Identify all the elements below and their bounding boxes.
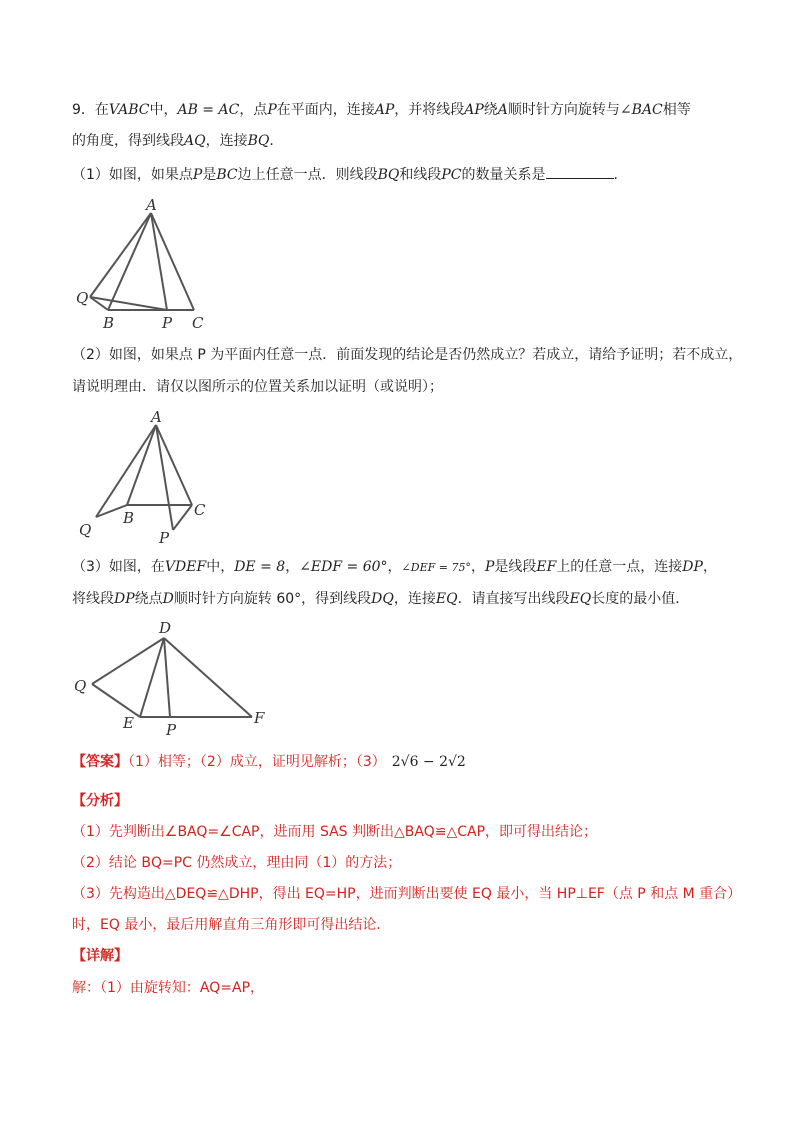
fig3-label-d: D <box>159 619 172 637</box>
analysis-line-1: （1）先判断出∠BAQ=∠CAP，进而用 SAS 判断出△BAQ≌△CAP，即可得出结论； <box>72 824 598 840</box>
fig3-label-p: P <box>166 721 177 739</box>
fig2-label-p: P <box>159 529 170 547</box>
fig2-label-q: Q <box>79 521 92 539</box>
detail-line-1: 解：（1）由旋转知：AQ=AP， <box>72 980 265 996</box>
figure-1 <box>70 195 220 339</box>
answer-value: 2√6 − 2√2 <box>391 754 466 770</box>
detail-label: 【详解】 <box>72 948 128 964</box>
fig2-label-c: C <box>194 501 206 519</box>
question-line-1: 9．在VABC中，AB = AC，点P在平面内，连接AP，并将线段AP绕A顺时针方向旋转与∠BAC相等 <box>72 102 691 118</box>
part-2-prompt-line-1: （2）如图，如果点 P 为平面内任意一点．前面发现的结论是否仍然成立？若成立，请给予证明；若不成立， <box>72 347 743 363</box>
fig3-label-f: F <box>254 709 265 727</box>
fig1-label-q: Q <box>76 289 89 307</box>
part-3-prompt-line-1: （3）如图，在VDEF中，DE = 8，∠EDF = 60°，∠DEF = 75°，P是线段EF上的任意一点，连接DP， <box>72 559 717 575</box>
answer-section <box>72 752 466 772</box>
fig1-label-a: A <box>146 196 157 214</box>
fig1-label-p: P <box>162 314 173 332</box>
fig3-label-q: Q <box>74 677 87 695</box>
question-number: 9． <box>72 102 95 118</box>
fig3-label-e: E <box>123 714 134 732</box>
analysis-line-2: （2）结论 BQ=PC 仍然成立，理由同（1）的方法； <box>72 855 402 871</box>
figure-3 <box>70 615 280 744</box>
fig1-label-c: C <box>192 314 204 332</box>
part-1-prompt: （1）如图，如果点P是BC边上任意一点．则线段BQ和线段PC的数量关系是 . <box>72 164 618 185</box>
part-2-prompt-line-2: 请说明理由．请仅以图所示的位置关系加以证明（或说明）； <box>72 379 443 395</box>
question-line-2: 的角度，得到线段AQ，连接BQ. <box>72 133 274 149</box>
analysis-label: 【分析】 <box>72 793 128 809</box>
analysis-line-3: （3）先构造出△DEQ≌△DHP，得出 EQ=HP，进而判断出要使 EQ 最小，当 HP⊥EF（点 P 和点 M 重合） <box>72 886 742 902</box>
fig2-label-a: A <box>151 408 162 426</box>
analysis-line-4: 时，EQ 最小，最后用解直角三角形即可得出结论． <box>72 917 391 933</box>
fig2-label-b: B <box>123 509 135 527</box>
part-3-prompt-line-2: 将线段DP绕点D顺时针方向旋转 60°，得到线段DQ，连接EQ．请直接写出线段EQ长度的最小值． <box>72 591 690 607</box>
answer-text: （1）相等；（2）成立，证明见解析；（3） <box>128 754 386 770</box>
figure-2 <box>70 405 220 554</box>
answer-blank <box>546 164 614 179</box>
fig1-label-b: B <box>103 314 115 332</box>
answer-label: 【答案】 <box>72 754 128 770</box>
